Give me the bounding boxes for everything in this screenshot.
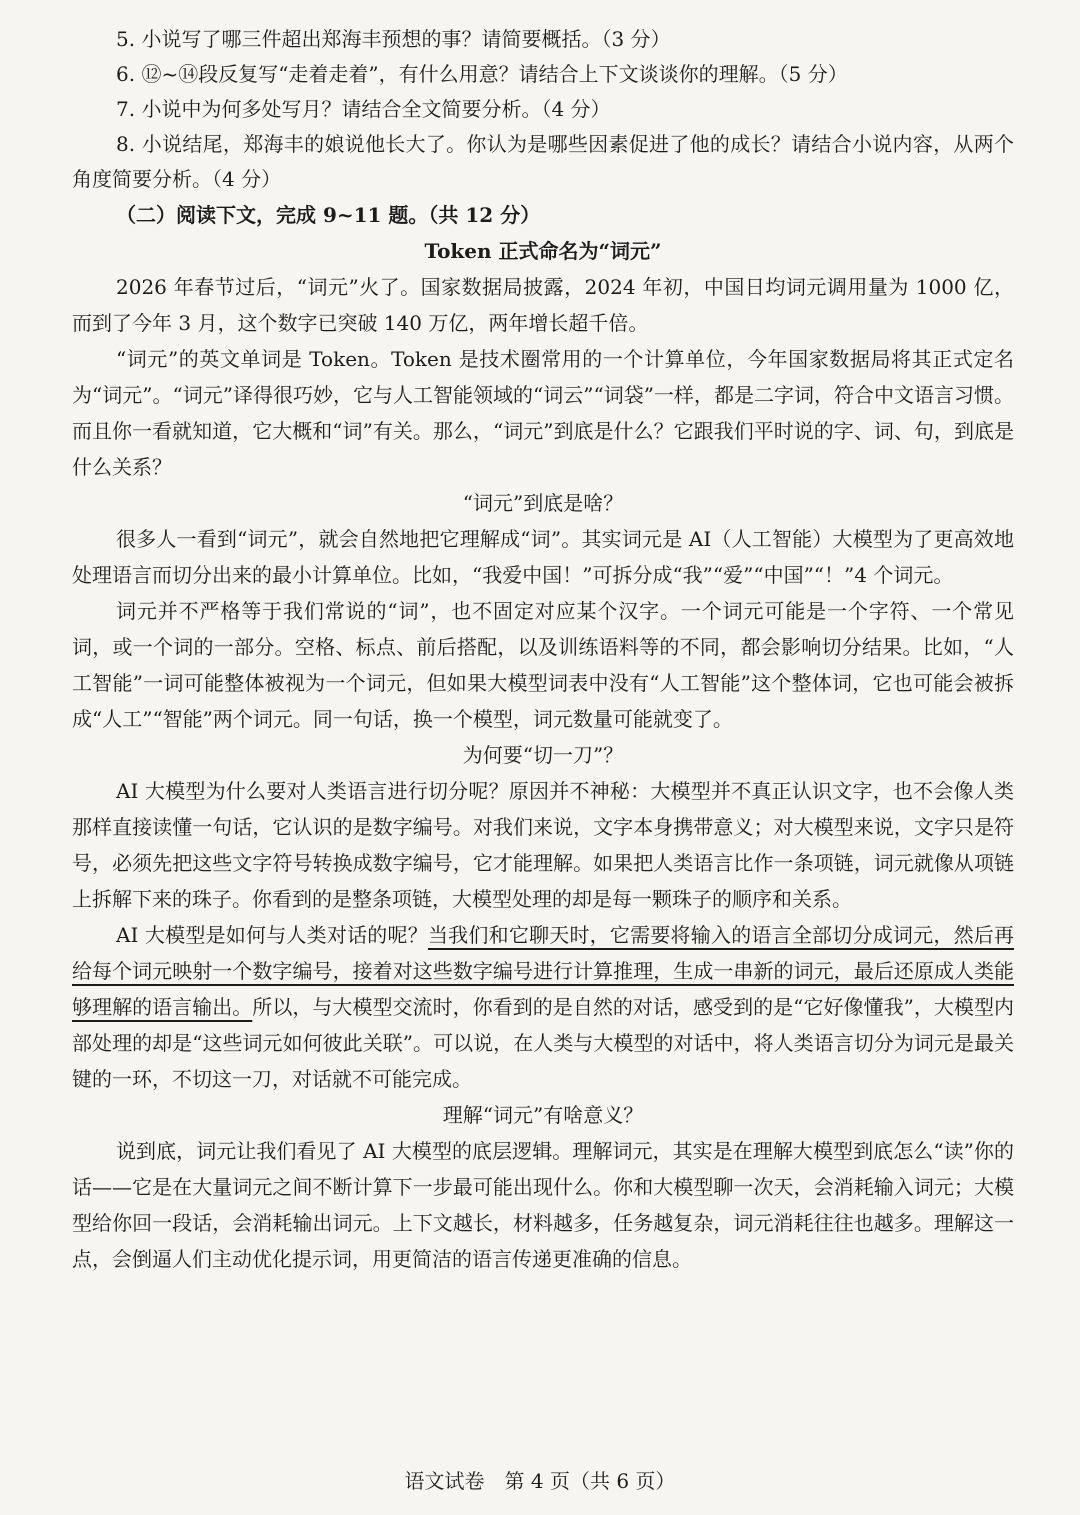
intro-paragraph-2: “词元”的英文单词是 Token。Token 是技术圈常用的一个计算单位，今年国家数据局将其正式定名为“词元”。“词元”译得很巧妙，它与人工智能领域的“词云”“词袋”一样，都是二字词，符合中文语言习惯。而且你一看就知道，它大概和“词”有关。那么，“词元”到底是什么？它跟我们平时说的字、词、句，到底是什么关系？ (72, 347, 1014, 479)
section2-p2-tail: 所以，与大模型交流时，你看到的是自然的对话，感受到的是“它好像懂我”，大模型内部处理的却是“这些词元如何彼此关联”。可以说，在人类与大模型的对话中，将人类语言切分为词元是最关键的一环，不切这一刀，对话就不可能完成。 (72, 995, 1014, 1091)
underlined-sentence: 当我们和它聊天时，它需要将输入的语言全部切分成词元，然后再给每个词元映射一个数字编号，接着对这些数字编号进行计算推理，生成一串新的词元，最后还原成人类能够理解的语言输出。 (72, 923, 1015, 1019)
question-7: 7. 小说中为何多处写月？请结合全文简要分析。（4 分） (116, 97, 611, 121)
intro-paragraph-1: 2026 年春节过后，“词元”火了。国家数据局披露，2024 年初，中国日均词元调用量为 1000 亿，而到了今年 3 月，这个数字已突破 140 万亿，两年增长超千倍。 (72, 275, 1014, 335)
section1-paragraph-2: 词元并不严格等于我们常说的“词”，也不固定对应某个汉字。一个词元可能是一个字符、一个常见词，或一个词的一部分。空格、标点、前后搭配，以及训练语料等的不同，都会影响切分结果。比如，“人工智能”一词可能整体被视为一个词元，但如果大模型词表中没有“人工智能”这个整体词，它也可能会被拆成“人工”“智能”两个词元。同一句话，换一个模型，词元数量可能就变了。 (72, 599, 1014, 731)
section3-paragraph-1: 说到底，词元让我们看见了 AI 大模型的底层逻辑。理解词元，其实是在理解大模型到底怎么“读”你的话——它是在大量词元之间不断计算下一步最可能出现什么。你和大模型聊一次天，会消耗输入词元；大模型给你回一段话，会消耗输出词元。上下文越长，材料越多，任务越复杂，词元消耗往往也越多。理解这一点，会倒逼人们主动优化提示词，用更简洁的语言传递更准确的信息。 (72, 1139, 1014, 1271)
question-6: 6. ⑫~⑭段反复写“走着走着”，有什么用意？请结合上下文谈谈你的理解。（5 分） (116, 62, 848, 86)
section2-paragraph-1: AI 大模型为什么要对人类语言进行切分呢？原因并不神秘：大模型并不真正认识文字，也不会像人类那样直接读懂一句话，它认识的是数字编号。对我们来说，文字本身携带意义；对大模型来说，文字只是符号，必须先把这些文字符号转换成数字编号，它才能理解。如果把人类语言比作一条项链，词元就像从项链上拆解下来的珠子。你看到的是整条项链，大模型处理的却是每一颗珠子的顺序和关系。 (72, 779, 1014, 911)
section1-paragraph-1: 很多人一看到“词元”，就会自然地把它理解成“词”。其实词元是 AI（人工智能）大模型为了更高效地处理语言而切分出来的最小计算单位。比如，“我爱中国！”可拆分成“我”“爱”“中国”“！”4 个词元。 (72, 527, 1014, 587)
question-5: 5. 小说写了哪三件超出郑海丰预想的事？请简要概括。（3 分） (116, 27, 671, 51)
subheading-what-is-token: “词元”到底是啥？ (462, 491, 624, 515)
section2-paragraph-2 (72, 917, 1014, 1097)
subheading-significance: 理解“词元”有啥意义？ (442, 1103, 644, 1127)
section-heading: （二）阅读下文，完成 9~11 题。（共 12 分） (116, 203, 541, 227)
section2-p2-lead: AI 大模型是如何与人类对话的呢？ (116, 923, 428, 947)
question-8: 8. 小说结尾，郑海丰的娘说他长大了。你认为是哪些因素促进了他的成长？请结合小说内容，从两个角度简要分析。（4 分） (72, 132, 1014, 191)
article-title: Token 正式命名为“词元” (424, 239, 662, 263)
page-footer: 语文试卷 第 4 页（共 6 页） (404, 1469, 676, 1493)
subheading-why-cut: 为何要“切一刀”？ (462, 743, 624, 767)
